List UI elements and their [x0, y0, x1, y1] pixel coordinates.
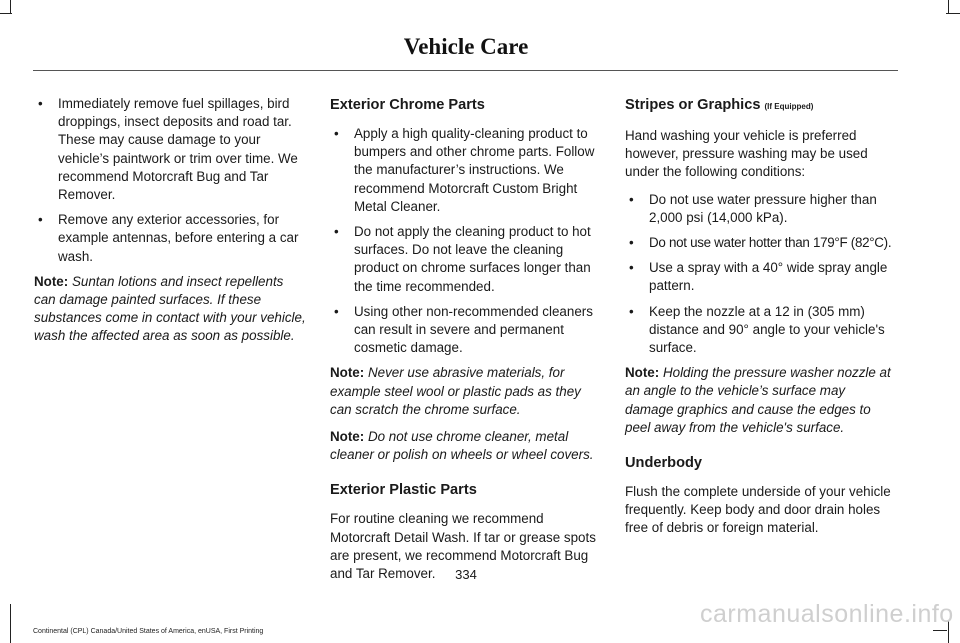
column-3 — [625, 95, 897, 547]
page-number: 334 — [455, 567, 477, 582]
note-label: Note: — [625, 365, 660, 381]
note-label: Note: — [34, 273, 69, 289]
bullet-list — [625, 191, 897, 358]
note-label: Note: — [330, 429, 365, 445]
list-item: • Do not use water pressure higher than 2,000 psi (14,000 kPa). — [625, 191, 897, 227]
note — [330, 428, 602, 464]
crop-mark — [10, 604, 11, 643]
page-title: Vehicle Care — [403, 34, 529, 59]
crop-mark — [948, 0, 949, 14]
list-item: • Immediately remove fuel spillages, bird droppings, insect deposits and road tar. These may cause damage to your vehicle’s paintwork or trim over time. We recommend Motorcraft Bug and Tar Remover. — [34, 95, 306, 204]
list-item: • Do not use water hotter than 179°F (82°C). — [625, 234, 897, 252]
paragraph: Hand washing your vehicle is preferred however, pressure washing may be used under the following conditions: — [625, 128, 868, 180]
column-1 — [34, 95, 306, 355]
list-item: • Remove any exterior accessories, for example antennas, before entering a car wash. — [34, 211, 306, 266]
note — [330, 364, 602, 419]
list-item: • Apply a high quality-cleaning product to bumpers and other chrome parts. Follow the manufacturer’s instructions. We recommend Motorcraft Custom Bright Metal Cleaner. — [330, 125, 602, 216]
printing-info: Continental (CPL) Canada/United States of America, enUSA, First Printing — [33, 628, 264, 635]
crop-mark — [10, 0, 11, 14]
note — [625, 364, 897, 437]
section-heading-stripes — [625, 95, 897, 117]
section-heading-exterior-chrome: Exterior Chrome Parts — [330, 97, 485, 113]
crop-mark — [946, 13, 960, 14]
note-text: Holding the pressure washer nozzle at an angle to the vehicle’s surface may damage graphics and cause the edges to peel away from the vehicle's surface. — [625, 365, 891, 435]
note-text: Do not use chrome cleaner, metal cleaner or polish on wheels or wheel covers. — [330, 429, 594, 463]
watermark: carmanualsonline.info — [700, 600, 954, 628]
section-heading-underbody: Underbody — [625, 455, 703, 472]
bullet-list — [34, 95, 306, 266]
crop-mark — [933, 630, 947, 631]
section-heading-exterior-plastic: Exterior Plastic Parts — [330, 482, 477, 499]
bullet-list — [330, 125, 602, 357]
list-item: • Do not apply the cleaning product to hot surfaces. Do not leave the cleaning product on chrome surfaces longer than the time recommended. — [330, 223, 602, 296]
note — [34, 273, 306, 346]
column-2 — [330, 95, 602, 592]
note-label: Note: — [330, 365, 365, 381]
paragraph: Flush the complete underside of your vehicle frequently. Keep body and door drain holes free of debris or foreign material. — [625, 484, 891, 536]
list-item: • Use a spray with a 40° wide spray angle pattern. — [625, 259, 897, 295]
list-item: • Using other non-recommended cleaners can result in severe and permanent cosmetic damage. — [330, 303, 602, 358]
header-rule — [33, 70, 898, 71]
note-text: Suntan lotions and insect repellents can damage painted surfaces. If these substances come in contact with your vehicle, wash the affected area as soon as possible. — [34, 273, 306, 344]
crop-mark — [0, 13, 12, 14]
if-equipped-tag: (If Equipped) — [764, 102, 814, 111]
paragraph: For routine cleaning we recommend Motorcraft Detail Wash. If tar or grease spots are present, we recommend Motorcraft Bug and Tar Remover. — [330, 511, 596, 582]
list-item: • Keep the nozzle at a 12 in (305 mm) distance and 90° angle to your vehicle's surface. — [625, 303, 897, 358]
heading-text: Stripes or Graphics — [625, 97, 761, 113]
note-text: Never use abrasive materials, for example steel wool or plastic pads as they can scratch the chrome surface. — [330, 365, 581, 417]
